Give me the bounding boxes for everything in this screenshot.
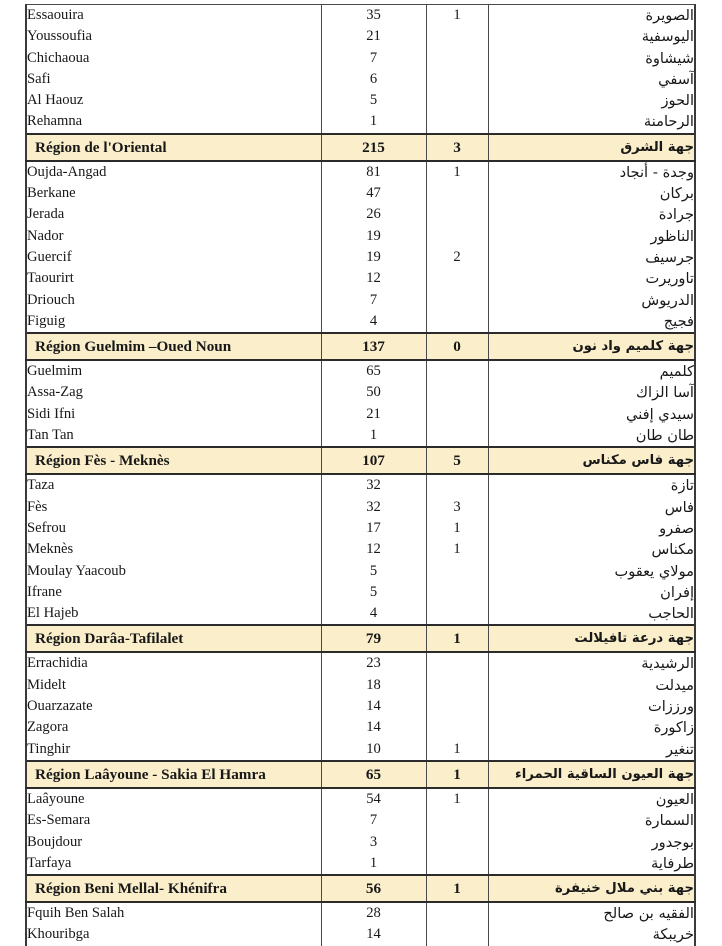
region-name-ar: جهة العيون الساقية الحمراء [488, 761, 695, 788]
deaths-count: 1 [426, 625, 488, 652]
cases-count: 50 [321, 382, 426, 403]
province-name-ar: الفقيه بن صالح [488, 902, 695, 924]
province-name-ar: الرحامنة [488, 111, 695, 133]
province-name-ar: مكناس [488, 539, 695, 560]
deaths-count [426, 902, 488, 924]
province-name-ar: كلميم [488, 360, 695, 382]
table-row [26, 48, 695, 69]
region-name-fr: Région Beni Mellal- Khénifra [26, 875, 321, 902]
province-name-fr: Fès [26, 497, 321, 518]
province-name-ar: مولاي يعقوب [488, 561, 695, 582]
table-row [26, 26, 695, 47]
table-row [26, 69, 695, 90]
province-name-fr: Zagora [26, 717, 321, 738]
deaths-count: 3 [426, 497, 488, 518]
cases-count: 215 [321, 134, 426, 161]
province-name-ar: ورززات [488, 696, 695, 717]
province-name-fr: Al Haouz [26, 90, 321, 111]
region-name-ar: جهة بني ملال خنيفرة [488, 875, 695, 902]
deaths-count [426, 832, 488, 853]
deaths-count [426, 26, 488, 47]
deaths-count: 1 [426, 875, 488, 902]
table-row [26, 425, 695, 447]
province-name-fr: Midelt [26, 675, 321, 696]
cases-count: 54 [321, 788, 426, 810]
region-summary-row [26, 447, 695, 474]
province-name-ar: آسفي [488, 69, 695, 90]
province-name-fr: Guercif [26, 247, 321, 268]
deaths-count [426, 582, 488, 603]
cases-count: 35 [321, 5, 426, 27]
deaths-count [426, 561, 488, 582]
cases-count: 23 [321, 652, 426, 674]
deaths-count [426, 474, 488, 496]
province-name-fr: Tinghir [26, 739, 321, 761]
province-name-fr: Chichaoua [26, 48, 321, 69]
table-row [26, 853, 695, 875]
province-name-ar: الناظور [488, 226, 695, 247]
table-body [26, 5, 695, 946]
table-row [26, 5, 695, 27]
deaths-count [426, 290, 488, 311]
cases-count: 18 [321, 675, 426, 696]
region-summary-row [26, 761, 695, 788]
deaths-count [426, 226, 488, 247]
province-name-ar: جرادة [488, 204, 695, 225]
table-row [26, 561, 695, 582]
province-name-ar: العيون [488, 788, 695, 810]
regional-statistics-table [25, 4, 696, 946]
province-name-ar: صفرو [488, 518, 695, 539]
table-row [26, 582, 695, 603]
region-name-fr: Région Darâa-Tafilalet [26, 625, 321, 652]
table-row [26, 652, 695, 674]
deaths-count [426, 675, 488, 696]
cases-count: 10 [321, 739, 426, 761]
province-name-fr: Berkane [26, 183, 321, 204]
deaths-count [426, 90, 488, 111]
table-row [26, 739, 695, 761]
cases-count: 21 [321, 26, 426, 47]
deaths-count [426, 48, 488, 69]
deaths-count [426, 425, 488, 447]
deaths-count [426, 696, 488, 717]
province-name-ar: بوجدور [488, 832, 695, 853]
table-row [26, 788, 695, 810]
cases-count: 65 [321, 761, 426, 788]
cases-count: 1 [321, 111, 426, 133]
region-summary-row [26, 134, 695, 161]
province-name-ar: زاكورة [488, 717, 695, 738]
province-name-ar: فجيج [488, 311, 695, 333]
province-name-fr: Nador [26, 226, 321, 247]
region-summary-row [26, 625, 695, 652]
province-name-fr: Figuig [26, 311, 321, 333]
deaths-count [426, 382, 488, 403]
region-name-fr: Région de l'Oriental [26, 134, 321, 161]
region-name-fr: Région Guelmim –Oued Noun [26, 333, 321, 360]
cases-count: 26 [321, 204, 426, 225]
deaths-count [426, 183, 488, 204]
province-name-ar: الصويرة [488, 5, 695, 27]
deaths-count [426, 204, 488, 225]
province-name-fr: El Hajeb [26, 603, 321, 625]
cases-count: 28 [321, 902, 426, 924]
cases-count: 6 [321, 69, 426, 90]
cases-count: 47 [321, 183, 426, 204]
deaths-count [426, 404, 488, 425]
cases-count: 4 [321, 311, 426, 333]
province-name-ar: السمارة [488, 810, 695, 831]
province-name-ar: الحوز [488, 90, 695, 111]
cases-count: 3 [321, 832, 426, 853]
cases-count: 7 [321, 810, 426, 831]
province-name-ar: بركان [488, 183, 695, 204]
province-name-fr: Taourirt [26, 268, 321, 289]
deaths-count: 1 [426, 739, 488, 761]
table-row [26, 404, 695, 425]
province-name-ar: ميدلت [488, 675, 695, 696]
province-name-fr: Laâyoune [26, 788, 321, 810]
province-name-fr: Driouch [26, 290, 321, 311]
cases-count: 65 [321, 360, 426, 382]
cases-count: 14 [321, 696, 426, 717]
deaths-count: 1 [426, 761, 488, 788]
deaths-count [426, 268, 488, 289]
province-name-fr: Meknès [26, 539, 321, 560]
cases-count: 1 [321, 853, 426, 875]
deaths-count: 0 [426, 333, 488, 360]
province-name-fr: Ifrane [26, 582, 321, 603]
province-name-fr: Boujdour [26, 832, 321, 853]
deaths-count: 1 [426, 539, 488, 560]
province-name-ar: جرسيف [488, 247, 695, 268]
cases-count: 7 [321, 290, 426, 311]
province-name-fr: Assa-Zag [26, 382, 321, 403]
province-name-fr: Taza [26, 474, 321, 496]
province-name-fr: Khouribga [26, 924, 321, 945]
cases-count: 81 [321, 161, 426, 183]
table-row [26, 111, 695, 133]
cases-count: 12 [321, 539, 426, 560]
deaths-count [426, 111, 488, 133]
province-name-fr: Sidi Ifni [26, 404, 321, 425]
province-name-ar: اليوسفية [488, 26, 695, 47]
table-row [26, 161, 695, 183]
region-name-ar: جهة الشرق [488, 134, 695, 161]
table-row [26, 204, 695, 225]
deaths-count [426, 311, 488, 333]
province-name-ar: شيشاوة [488, 48, 695, 69]
province-name-fr: Moulay Yaacoub [26, 561, 321, 582]
province-name-ar: سيدي إفني [488, 404, 695, 425]
province-name-fr: Jerada [26, 204, 321, 225]
table-row [26, 247, 695, 268]
province-name-ar: طان طان [488, 425, 695, 447]
table-row [26, 268, 695, 289]
province-name-ar: فاس [488, 497, 695, 518]
table-row [26, 717, 695, 738]
table-row [26, 603, 695, 625]
table-row [26, 474, 695, 496]
cases-count: 32 [321, 497, 426, 518]
province-name-ar: تازة [488, 474, 695, 496]
cases-count: 21 [321, 404, 426, 425]
table-row [26, 311, 695, 333]
cases-count: 32 [321, 474, 426, 496]
cases-count: 5 [321, 582, 426, 603]
deaths-count [426, 69, 488, 90]
province-name-ar: تنغير [488, 739, 695, 761]
deaths-count: 3 [426, 134, 488, 161]
cases-count: 4 [321, 603, 426, 625]
province-name-fr: Essaouira [26, 5, 321, 27]
table-row [26, 924, 695, 945]
table-row [26, 696, 695, 717]
table-row [26, 226, 695, 247]
table-row [26, 675, 695, 696]
province-name-fr: Ouarzazate [26, 696, 321, 717]
deaths-count [426, 717, 488, 738]
region-name-ar: جهة كلميم واد نون [488, 333, 695, 360]
table-row [26, 518, 695, 539]
province-name-fr: Sefrou [26, 518, 321, 539]
cases-count: 79 [321, 625, 426, 652]
table-row [26, 810, 695, 831]
province-name-fr: Tarfaya [26, 853, 321, 875]
cases-count: 137 [321, 333, 426, 360]
deaths-count [426, 810, 488, 831]
table-row [26, 183, 695, 204]
province-name-ar: الرشيدية [488, 652, 695, 674]
province-name-ar: الحاجب [488, 603, 695, 625]
cases-count: 14 [321, 717, 426, 738]
region-name-ar: جهة درعة تافيلالت [488, 625, 695, 652]
deaths-count: 1 [426, 788, 488, 810]
cases-count: 7 [321, 48, 426, 69]
province-name-fr: Oujda-Angad [26, 161, 321, 183]
cases-count: 5 [321, 90, 426, 111]
table-row [26, 902, 695, 924]
region-name-fr: Région Fès - Meknès [26, 447, 321, 474]
deaths-count [426, 603, 488, 625]
region-name-ar: جهة فاس مكناس [488, 447, 695, 474]
province-name-ar: الدريوش [488, 290, 695, 311]
province-name-ar: تاوريرت [488, 268, 695, 289]
province-name-fr: Es-Semara [26, 810, 321, 831]
cases-count: 19 [321, 247, 426, 268]
province-name-ar: وجدة - أنجاد [488, 161, 695, 183]
province-name-fr: Fquih Ben Salah [26, 902, 321, 924]
cases-count: 1 [321, 425, 426, 447]
region-name-fr: Région Laâyoune - Sakia El Hamra [26, 761, 321, 788]
table-row [26, 539, 695, 560]
province-name-fr: Youssoufia [26, 26, 321, 47]
region-summary-row [26, 875, 695, 902]
province-name-fr: Guelmim [26, 360, 321, 382]
cases-count: 17 [321, 518, 426, 539]
table-row [26, 832, 695, 853]
table-row [26, 360, 695, 382]
province-name-ar: آسا الزاك [488, 382, 695, 403]
province-name-ar: خريبكة [488, 924, 695, 945]
province-name-fr: Tan Tan [26, 425, 321, 447]
deaths-count: 2 [426, 247, 488, 268]
cases-count: 56 [321, 875, 426, 902]
cases-count: 19 [321, 226, 426, 247]
cases-count: 12 [321, 268, 426, 289]
deaths-count [426, 360, 488, 382]
deaths-count [426, 652, 488, 674]
province-name-fr: Safi [26, 69, 321, 90]
region-summary-row [26, 333, 695, 360]
province-name-fr: Rehamna [26, 111, 321, 133]
table-row [26, 497, 695, 518]
deaths-count [426, 853, 488, 875]
table-row [26, 90, 695, 111]
deaths-count: 1 [426, 518, 488, 539]
province-name-fr: Errachidia [26, 652, 321, 674]
cases-count: 14 [321, 924, 426, 945]
deaths-count: 5 [426, 447, 488, 474]
deaths-count: 1 [426, 161, 488, 183]
cases-count: 5 [321, 561, 426, 582]
province-name-ar: طرفاية [488, 853, 695, 875]
deaths-count [426, 924, 488, 945]
table-row [26, 382, 695, 403]
table-row [26, 290, 695, 311]
cases-count: 107 [321, 447, 426, 474]
deaths-count: 1 [426, 5, 488, 27]
province-name-ar: إفران [488, 582, 695, 603]
